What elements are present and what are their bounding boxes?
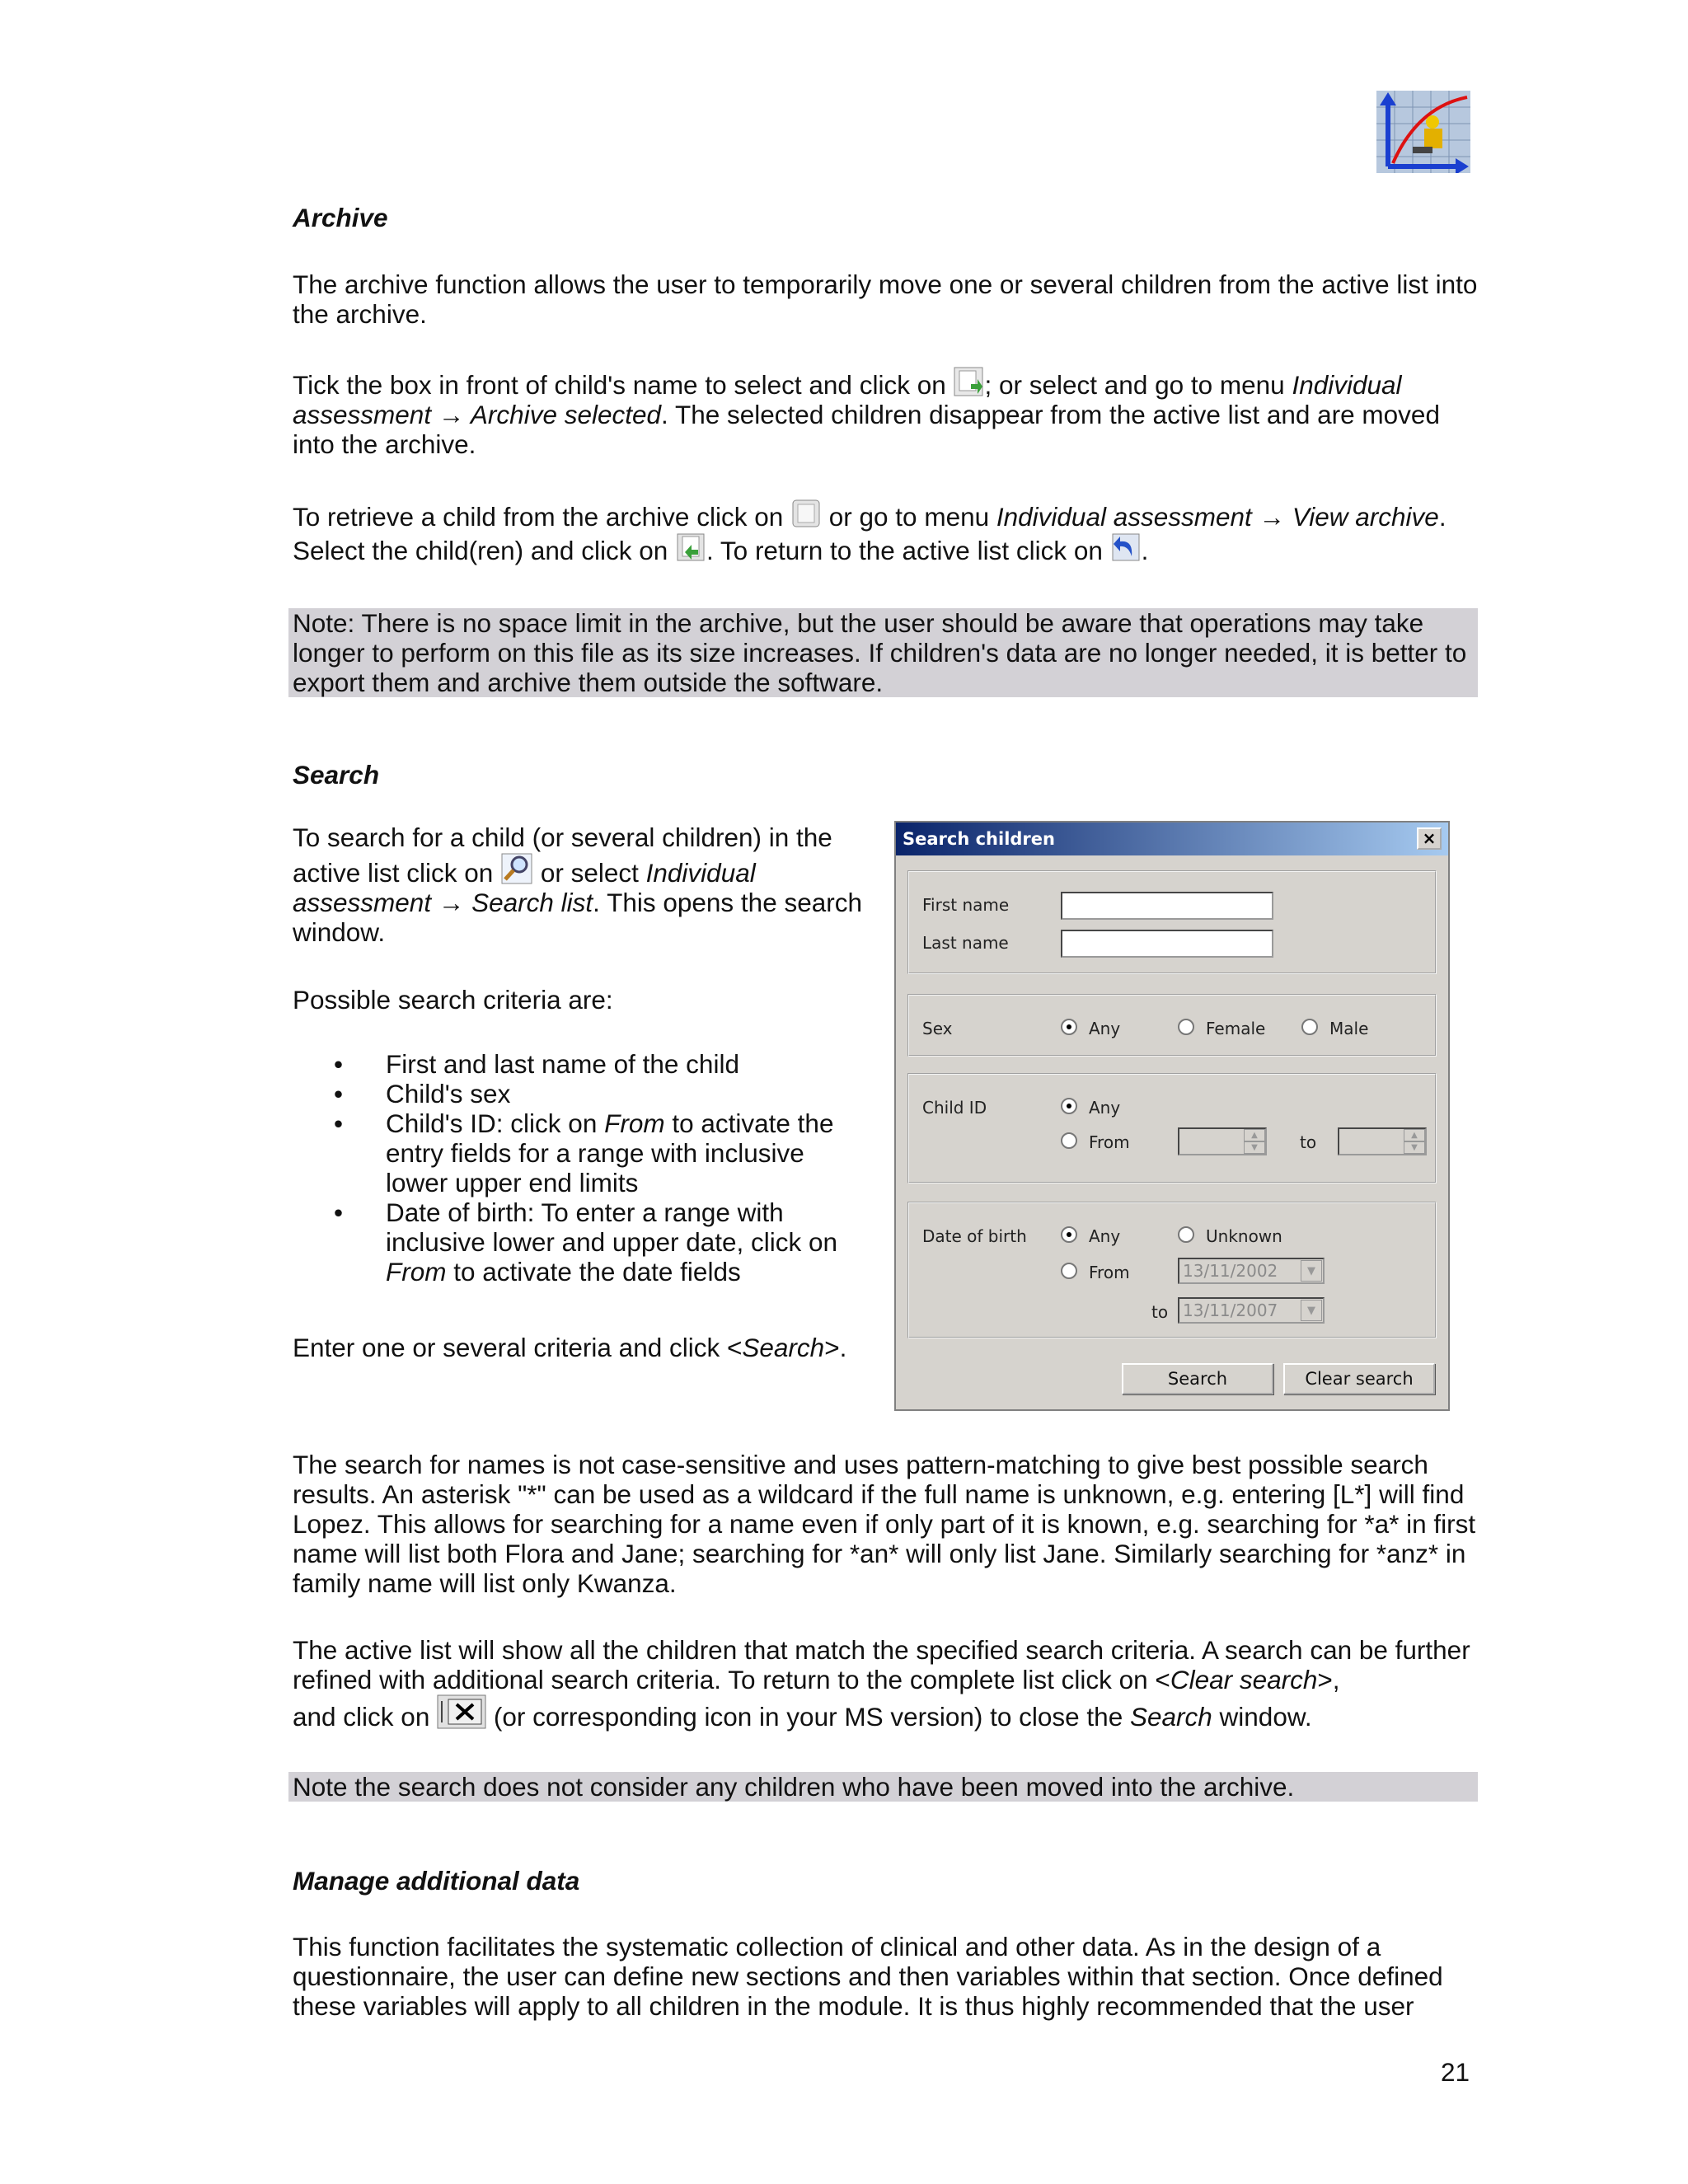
- dob-to-value: 13/11/2007: [1183, 1301, 1278, 1320]
- archive-retrieve-paragraph: To retrieve a child from the archive click on or go to menu Individual assessment → View archive. Select the child(ren) and click on . To return to the active list click on .: [293, 498, 1479, 565]
- id-from-stepper[interactable]: ▲ ▼: [1178, 1127, 1267, 1155]
- list-item: • Child's ID: click on From to activate the entry fields for a range with inclusive lower upper end limits: [293, 1108, 870, 1197]
- archive-note: Note: There is no space limit in the archive, but the user should be aware that operations may take longer to perform on this file as its size increases. If children's data are no longer needed, it is better to export them and archive them outside the software.: [288, 608, 1478, 697]
- manage-data-heading: Manage additional data: [293, 1866, 580, 1896]
- sex-group: [907, 994, 1437, 1057]
- archive-heading: Archive: [293, 203, 388, 232]
- archive-select-paragraph: Tick the box in front of child's name to select and click on ; or select and go to menu Individual assessment → Archive selected. The selected children disappear from the active list and are moved into the archive.: [293, 366, 1479, 459]
- dob-from-radio[interactable]: [1061, 1263, 1077, 1279]
- manage-data-paragraph: This function facilitates the systematic collection of clinical and other data. As in the design of a questionnaire, the user can define new sections and then variables within that section. Once defined these variables will apply to all children in the module. It is thus highly recommended that the user: [293, 1932, 1443, 2021]
- archive-intro-paragraph: The archive function allows the user to temporarily move one or several children from the active list into the archive.: [293, 269, 1478, 329]
- first-name-input[interactable]: [1061, 892, 1273, 920]
- dob-unknown-label: Unknown: [1206, 1226, 1282, 1246]
- date-of-birth-group: [907, 1202, 1437, 1338]
- restore-from-archive-icon[interactable]: [675, 532, 706, 563]
- search-intro-paragraph: To search for a child (or several children) in the active list click on or select Individual assessment → Search list. This opens the search window.: [293, 823, 863, 947]
- id-to-label: to: [1300, 1132, 1317, 1152]
- dob-to-label: to: [1151, 1302, 1169, 1322]
- id-any-label: Any: [1089, 1098, 1121, 1118]
- anthro-logo-icon: [1376, 91, 1470, 173]
- sex-any-label: Any: [1089, 1019, 1121, 1038]
- sex-male-label: Male: [1329, 1019, 1369, 1038]
- list-item: • Date of birth: To enter a range with inclusive lower and upper date, click on From to activate the date fields: [293, 1197, 870, 1286]
- close-window-icon[interactable]: [437, 1694, 486, 1729]
- page-number: 21: [1441, 2057, 1470, 2087]
- dob-any-label: Any: [1089, 1226, 1121, 1246]
- close-icon[interactable]: ×: [1417, 827, 1442, 850]
- chevron-down-icon[interactable]: ▼: [1301, 1260, 1322, 1282]
- search-heading: Search: [293, 760, 380, 790]
- search-button[interactable]: Search: [1122, 1363, 1273, 1394]
- id-from-label: From: [1089, 1132, 1130, 1152]
- sex-male-radio[interactable]: [1301, 1019, 1318, 1035]
- dob-from-date[interactable]: [1178, 1258, 1325, 1284]
- sex-label: Sex: [922, 1019, 953, 1038]
- return-to-active-list-icon[interactable]: [1110, 532, 1142, 563]
- search-criteria-intro: Possible search criteria are:: [293, 985, 613, 1015]
- last-name-label: Last name: [922, 933, 1009, 953]
- list-item: • First and last name of the child: [293, 1049, 870, 1079]
- dob-from-value: 13/11/2002: [1183, 1261, 1278, 1281]
- search-refine-paragraph: The active list will show all the children that match the specified search criteria. A search can be further refined with additional search criteria. To return to the complete list click on <Clear search>, and click on (or corresponding icon in your MS version) to close the Search window.: [293, 1635, 1470, 1732]
- first-name-label: First name: [922, 895, 1010, 915]
- view-archive-icon[interactable]: [790, 498, 822, 529]
- id-to-stepper[interactable]: ▲ ▼: [1338, 1127, 1427, 1155]
- sex-female-label: Female: [1206, 1019, 1266, 1038]
- archive-selected-icon[interactable]: [953, 366, 984, 397]
- id-from-radio[interactable]: [1061, 1132, 1077, 1149]
- dob-any-radio[interactable]: [1061, 1226, 1077, 1243]
- last-name-input[interactable]: [1061, 930, 1273, 958]
- chevron-down-icon[interactable]: ▼: [1301, 1300, 1322, 1321]
- dob-label: Date of birth: [922, 1226, 1027, 1246]
- dob-from-label: From: [1089, 1263, 1130, 1282]
- dialog-title: Search children: [896, 823, 1448, 855]
- search-note: Note the search does not consider any children who have been moved into the archive.: [288, 1772, 1478, 1802]
- search-children-dialog: [894, 821, 1450, 1411]
- child-id-label: Child ID: [922, 1098, 987, 1118]
- clear-search-button[interactable]: Clear search: [1283, 1363, 1435, 1394]
- search-criteria-list: [293, 1049, 870, 1286]
- child-id-group: [907, 1073, 1437, 1183]
- name-group: [907, 870, 1437, 974]
- list-item: • Child's sex: [293, 1079, 870, 1108]
- sex-female-radio[interactable]: [1178, 1019, 1194, 1035]
- id-any-radio[interactable]: [1061, 1098, 1077, 1114]
- search-list-icon[interactable]: [500, 852, 533, 885]
- sex-any-radio[interactable]: [1061, 1019, 1077, 1035]
- dob-unknown-radio[interactable]: [1178, 1226, 1194, 1243]
- search-enter-criteria: Enter one or several criteria and click <Search>.: [293, 1333, 847, 1362]
- search-pattern-paragraph: The search for names is not case-sensitive and uses pattern-matching to give best possible search results. An asterisk "*" can be used as a wildcard if the full name is unknown, e.g. entering [L*] will find Lopez. This allows for searching for a name even if only part of it is known, e.g. searching for *a* in first name will list both Flora and Jane; searching for *an* will only list Jane. Similarly searching for *anz* in family name will list only Kwanza.: [293, 1450, 1476, 1598]
- dob-to-date[interactable]: [1178, 1297, 1325, 1324]
